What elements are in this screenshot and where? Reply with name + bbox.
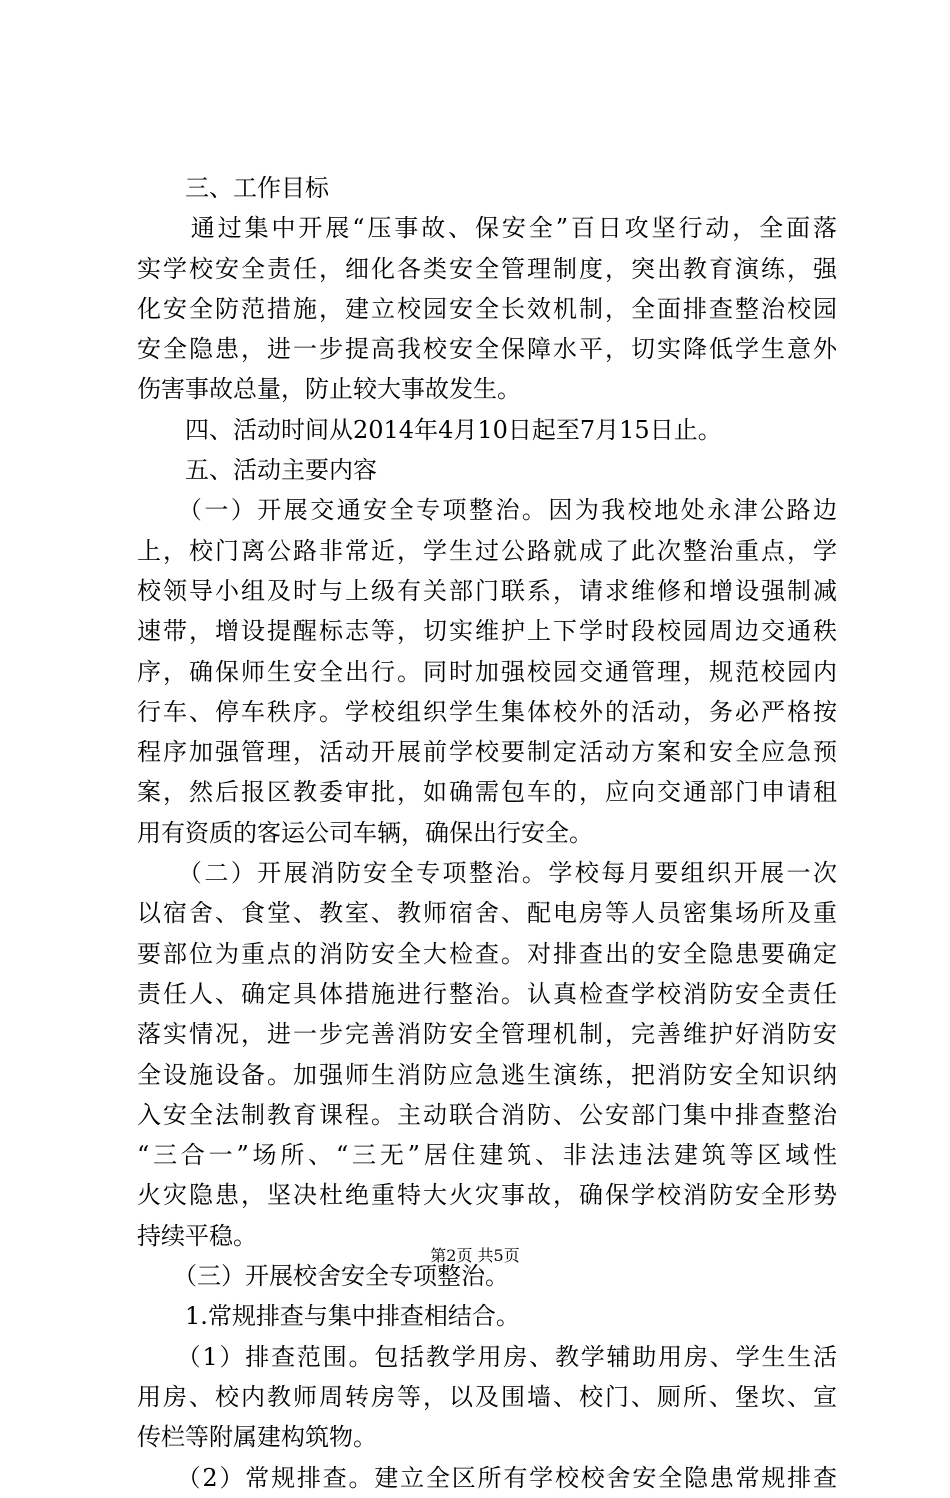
- text-line: 序，确保师生安全出行。同时加强校园交通管理，规范校园内: [137, 657, 837, 686]
- text-line: （一）开展交通安全专项整治。因为我校地处永津公路边: [137, 496, 837, 525]
- text-line: 入安全法制教育课程。主动联合消防、公安部门集中排查整治: [137, 1100, 837, 1129]
- page-footer: 第2页 共5页: [430, 1246, 520, 1265]
- text-line: 以宿舍、食堂、教室、教师宿舍、配电房等人员密集场所及重: [137, 899, 837, 928]
- text-line: 全设施设备。加强师生消防应急逃生演练，把消防安全知识纳: [137, 1060, 837, 1089]
- text-line: 持续平稳。: [137, 1221, 257, 1250]
- text-line: 用有资质的客运公司车辆，确保出行安全。: [137, 818, 593, 847]
- text-line: （2）常规排查。建立全区所有学校校舍安全隐患常规排查: [137, 1463, 837, 1492]
- text-line: “三合一”场所、“三无”居住建筑、非法违法建筑等区域性: [137, 1141, 837, 1170]
- text-line: 化安全防范措施，建立校园安全长效机制，全面排查整治校园: [137, 294, 837, 323]
- section-heading: 三、工作目标: [137, 174, 329, 202]
- document-body: [137, 168, 837, 1498]
- text-line: 速带，增设提醒标志等，切实维护上下学时段校园周边交通秩: [137, 617, 837, 646]
- section-heading: 五、活动主要内容: [137, 456, 377, 485]
- text-line: 校领导小组及时与上级有关部门联系，请求维修和增设强制减: [137, 576, 837, 605]
- text-line: 传栏等附属建构筑物。: [137, 1423, 377, 1452]
- text-line: 责任人、确定具体措施进行整治。认真检查学校消防安全责任: [137, 979, 837, 1008]
- text-line: 火灾隐患，坚决杜绝重特大火灾事故，确保学校消防安全形势: [137, 1181, 837, 1210]
- section-heading: （三）开展校舍安全专项整治。: [137, 1262, 509, 1291]
- text-line: 安全隐患，进一步提高我校安全保障水平，切实降低学生意外: [137, 335, 837, 364]
- text-line: 落实情况，进一步完善消防安全管理机制，完善维护好消防安: [137, 1020, 837, 1049]
- text-line: 伤害事故总量，防止较大事故发生。: [137, 375, 521, 404]
- text-line: 案，然后报区教委审批，如确需包车的，应向交通部门申请租: [137, 778, 837, 807]
- text-line: 行车、停车秩序。学校组织学生集体校外的活动，务必严格按: [137, 697, 837, 726]
- text-line: 要部位为重点的消防安全大检查。对排查出的安全隐患要确定: [137, 939, 837, 968]
- text-line: （二）开展消防安全专项整治。学校每月要组织开展一次: [137, 859, 837, 888]
- text-line: 通过集中开展“压事故、保安全”百日攻坚行动，全面落: [137, 214, 837, 243]
- text-line: 程序加强管理，活动开展前学校要制定活动方案和安全应急预: [137, 738, 837, 767]
- text-line: 实学校安全责任，细化各类安全管理制度，突出教育演练，强: [137, 254, 837, 283]
- text-line: 上，校门离公路非常近，学生过公路就成了此次整治重点，学: [137, 536, 837, 565]
- text-line: （1）排查范围。包括教学用房、教学辅助用房、学生生活: [137, 1342, 837, 1371]
- text-line: 用房、校内教师周转房等，以及围墙、校门、厕所、堡坎、宣: [137, 1382, 837, 1411]
- sub-heading: 1.常规排查与集中排查相结合。: [137, 1302, 520, 1331]
- section-heading: 四、活动时间从2014年4月10日起至7月15日止。: [137, 415, 722, 444]
